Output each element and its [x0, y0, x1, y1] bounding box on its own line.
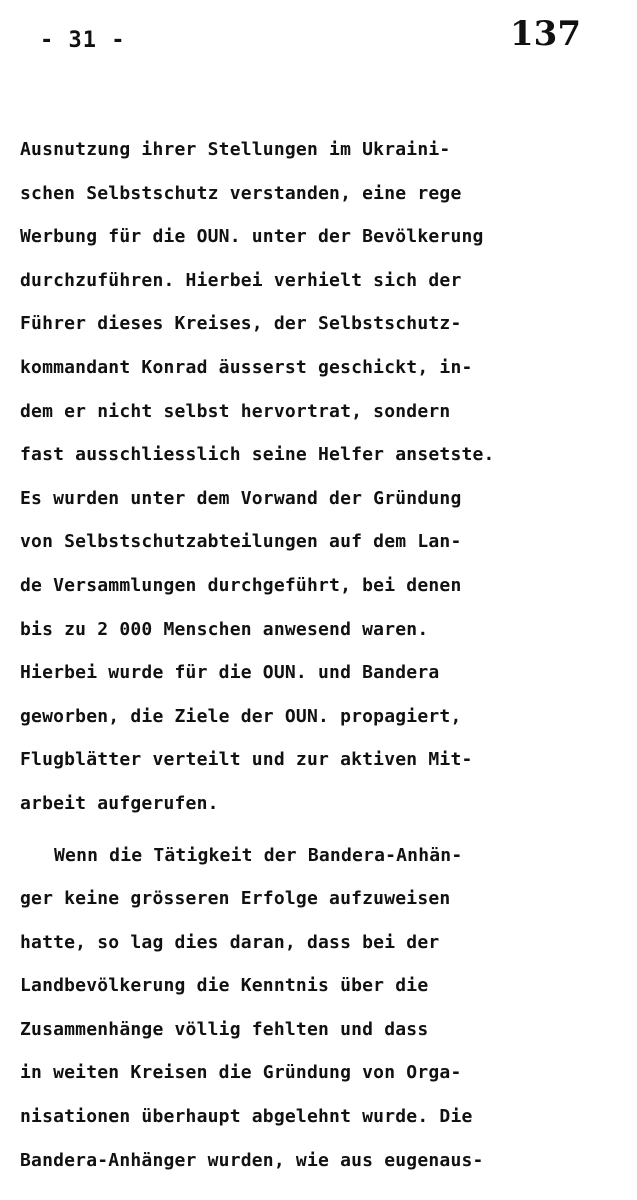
folio-number: 137 — [510, 14, 581, 54]
paragraph-1 — [20, 128, 620, 826]
text-line: in weiten Kreisen die Gründung von Orga- — [20, 1062, 462, 1084]
text-line: bis zu 2 000 Menschen anwesend waren. — [20, 618, 429, 640]
text-line: schen Selbstschutz verstanden, eine rege — [20, 182, 462, 204]
text-line: Wenn die Tätigkeit der Bandera-Anhän- — [54, 844, 463, 866]
text-line: Bandera-Anhänger wurden, wie aus eugenaus- — [20, 1149, 484, 1171]
text-line: Hierbei wurde für die OUN. und Bandera — [20, 662, 440, 684]
text-line: dem er nicht selbst hervortrat, sondern — [20, 400, 451, 422]
text-line: nisationen überhaupt abgelehnt wurde. Die — [20, 1106, 473, 1128]
text-line: geworben, die Ziele der OUN. propagiert, — [20, 705, 462, 727]
text-line: fast ausschliesslich seine Helfer ansetste. — [20, 444, 495, 466]
text-line: Es wurden unter dem Vorwand der Gründung — [20, 487, 462, 509]
text-line: ger keine grösseren Erfolge aufzuweisen — [20, 888, 451, 910]
text-line: arbeit aufgerufen. — [20, 792, 219, 814]
text-line: kommandant Konrad äusserst geschickt, in- — [20, 356, 473, 378]
page-number-marker: - 31 - — [40, 28, 126, 53]
text-line: Werbung für die OUN. unter der Bevölkerung — [20, 226, 484, 248]
text-line: Landbevölkerung die Kenntnis über die — [20, 975, 429, 997]
text-line: Führer dieses Kreises, der Selbstschutz- — [20, 313, 462, 335]
text-line: Zusammenhänge völlig fehlten und dass — [20, 1018, 429, 1040]
text-line: durchzuführen. Hierbei verhielt sich der — [20, 269, 462, 291]
text-line: de Versammlungen durchgeführt, bei denen — [20, 574, 462, 596]
text-line: hatte, so lag dies daran, dass bei der — [20, 931, 440, 953]
text-line: von Selbstschutzabteilungen auf dem Lan- — [20, 531, 462, 553]
text-line: Ausnutzung ihrer Stellungen im Ukraini- — [20, 139, 451, 160]
document-body — [20, 128, 620, 1182]
paragraph-2 — [20, 834, 620, 1183]
text-line: Flugblätter verteilt und zur aktiven Mit- — [20, 749, 473, 771]
